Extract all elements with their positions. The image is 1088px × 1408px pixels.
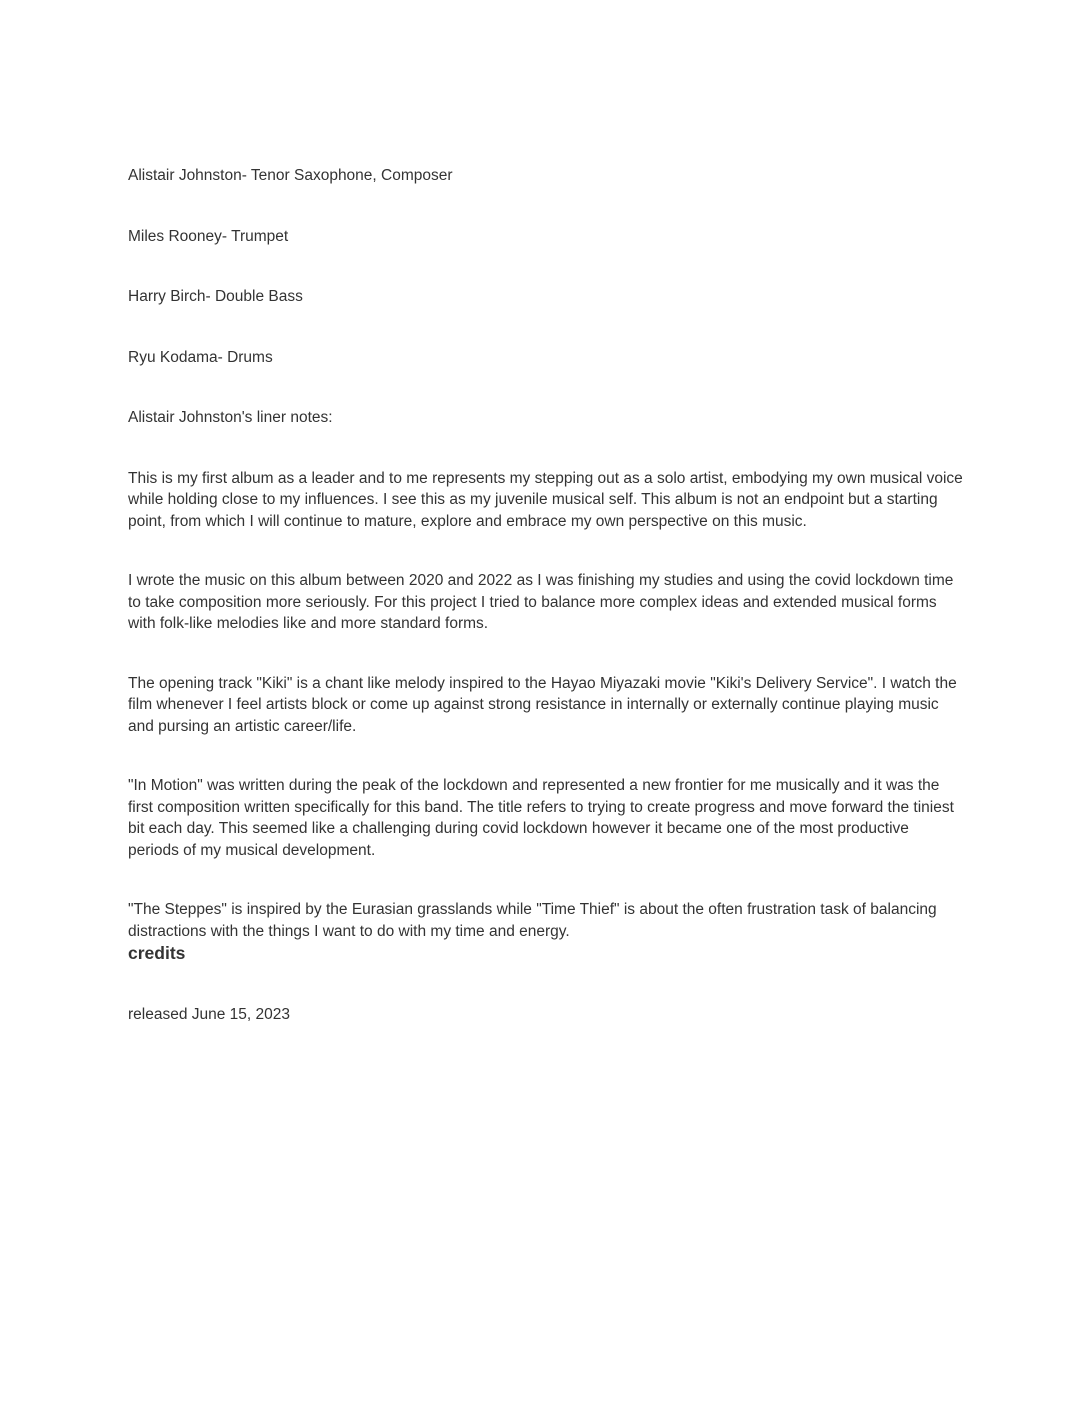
liner-notes-page [128,165,964,1026]
liner-notes-paragraph: "The Steppes" is inspired by the Eurasian grasslands while "Time Thief" is about the often frustration task of balancing distractions with the things I want to do with my time and energy. [128,901,937,940]
personnel-line: Miles Rooney- Trumpet [128,227,289,245]
liner-notes-paragraph: This is my first album as a leader and to me represents my stepping out as a solo artist, embodying my own musical voice while holding close to my influences. I see this as my juvenile musical self. This album is not an endpoint but a starting point, from which I will continue to mature, explore and embrace my own perspective on this music. [128,469,963,530]
personnel-line: Alistair Johnston- Tenor Saxophone, Composer [128,167,453,184]
liner-notes-paragraph: "In Motion" was written during the peak of the lockdown and represented a new frontier for me musically and it was the first composition written specifically for this band. The title refers to trying to create progress and move forward the tiniest bit each day. This seemed like a challenging during covid lockdown however it became one of the most productive periods of my musical development. [128,777,954,859]
release-date: released June 15, 2023 [128,1006,291,1023]
credits-heading: credits [128,943,186,963]
liner-notes-paragraph: I wrote the music on this album between 2020 and 2022 as I was finishing my studies and using the covid lockdown time to take composition more seriously. For this project I tried to balance more complex ideas and extended musical forms with folk-like melodies like and more standard forms. [128,572,954,632]
liner-notes-heading: Alistair Johnston's liner notes: [128,409,333,426]
personnel-line: Ryu Kodama- Drums [128,348,273,366]
liner-notes-paragraph: The opening track "Kiki" is a chant like melody inspired to the Hayao Miyazaki movie "Kiki's Delivery Service". I watch the film whenever I feel artists block or come up against strong resistance in internally or externally continue playing music and pursing an artistic career/life. [128,674,957,735]
personnel-line: Harry Birch- Double Bass [128,288,303,305]
